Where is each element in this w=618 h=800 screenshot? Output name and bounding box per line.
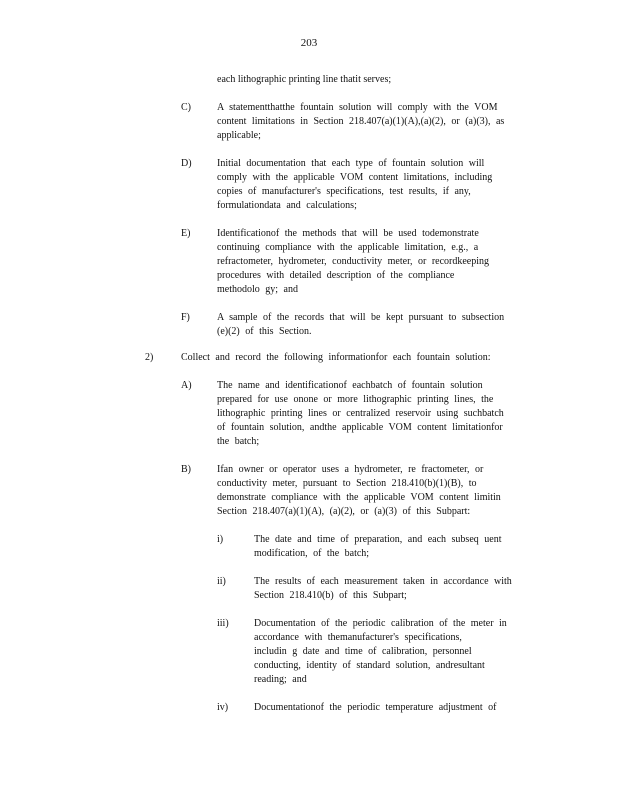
item-text-2a (217, 379, 537, 449)
text-line: modification, of the batch; (254, 548, 370, 559)
text-line: refractometer, hydrometer, conductivity meter, or recordkeeping (217, 256, 490, 267)
text-line: formulationdata and calculations; (217, 200, 357, 211)
text-line: Section 218.407(a)(1)(A), (a)(2), or (a)(3) of this Subpart: (217, 506, 471, 517)
item-text-d (217, 157, 537, 213)
text-line: The name and identificationof eachbatch of fountain solution (217, 380, 483, 391)
text-line: of fountain solution, andthe applicable VOM content limitationfor (217, 422, 503, 433)
text-line: Section 218.410(b) of this Subpart; (254, 590, 407, 601)
text-line: includin g date and time of calibration, personnel (254, 646, 472, 657)
text-line: reading; and (254, 674, 307, 685)
subitem-label-i: i) (217, 534, 224, 545)
text-line: Initial documentation that each type of fountain solution will (217, 158, 485, 169)
text-line: conducting, identity of standard solution, andresultant (254, 660, 485, 671)
subitem-label-iv: iv) (217, 702, 229, 713)
item-label-2a: A) (181, 380, 192, 391)
text-line: accordance with themanufacturer's specifications, (254, 632, 462, 643)
item-text-c (217, 101, 537, 143)
item-label-e: E) (181, 228, 191, 239)
text-line: comply with the applicable VOM content limitations, including (217, 172, 493, 183)
subitem-text-iii (254, 617, 544, 687)
text-line: content limitations in Section 218.407(a)(1)(A),(a)(2), or (a)(3), as (217, 116, 505, 127)
text-line: copies of manufacturer's specifications, test results, if any, (217, 186, 471, 197)
text-line: procedures with detailed description of the compliance (217, 270, 455, 281)
page-number: 203 (300, 37, 318, 49)
text-line: A sample of the records that will be kept pursuant to subsection (217, 312, 505, 323)
text-line: A statementthatthe fountain solution will comply with the VOM (217, 102, 498, 113)
subitem-label-ii: ii) (217, 576, 226, 587)
text-line: prepared for use onone or more lithographic printing lines, the (217, 394, 494, 405)
text-line: Ifan owner or operator uses a hydrometer, re fractometer, or (217, 464, 484, 475)
item-text-e (217, 227, 537, 297)
item-label-2b: B) (181, 464, 191, 475)
text-line: conductivity meter, pursuant to Section 218.410(b)(1)(B), to (217, 478, 477, 489)
subitem-text-iv (254, 701, 544, 715)
text-line: (e)(2) of this Section. (217, 326, 312, 337)
subitem-text-i (254, 533, 544, 561)
section-text-2: Collect and record the following informationfor each fountain solution: (181, 352, 491, 363)
item-text-f (217, 311, 537, 339)
text-line: Documentation of the periodic calibration of the meter in (254, 618, 507, 629)
item-label-f: F) (181, 312, 190, 323)
text-line: the batch; (217, 436, 260, 447)
text-line: lithographic printing lines or centralized reservoir using suchbatch (217, 408, 504, 419)
continued-line: each lithographic printing line thatit serves; (217, 74, 392, 85)
text-line: demonstrate compliance with the applicable VOM content limitin (217, 492, 501, 503)
text-line: applicable; (217, 130, 261, 141)
text-line: Identificationof the methods that will be used todemonstrate (217, 228, 479, 239)
text-line: The results of each measurement taken in accordance with (254, 576, 512, 587)
section-label-2: 2) (145, 352, 154, 363)
text-line: continuing compliance with the applicable limitation, e.g., a (217, 242, 479, 253)
text-line: Documentationof the periodic temperature adjustment of (254, 702, 497, 713)
subitem-text-ii (254, 575, 544, 603)
item-text-2b (217, 463, 537, 519)
text-line: methodolo gy; and (217, 284, 298, 295)
text-line: The date and time of preparation, and each subseq uent (254, 534, 502, 545)
item-label-d: D) (181, 158, 192, 169)
item-label-c: C) (181, 102, 191, 113)
subitem-label-iii: iii) (217, 618, 229, 629)
